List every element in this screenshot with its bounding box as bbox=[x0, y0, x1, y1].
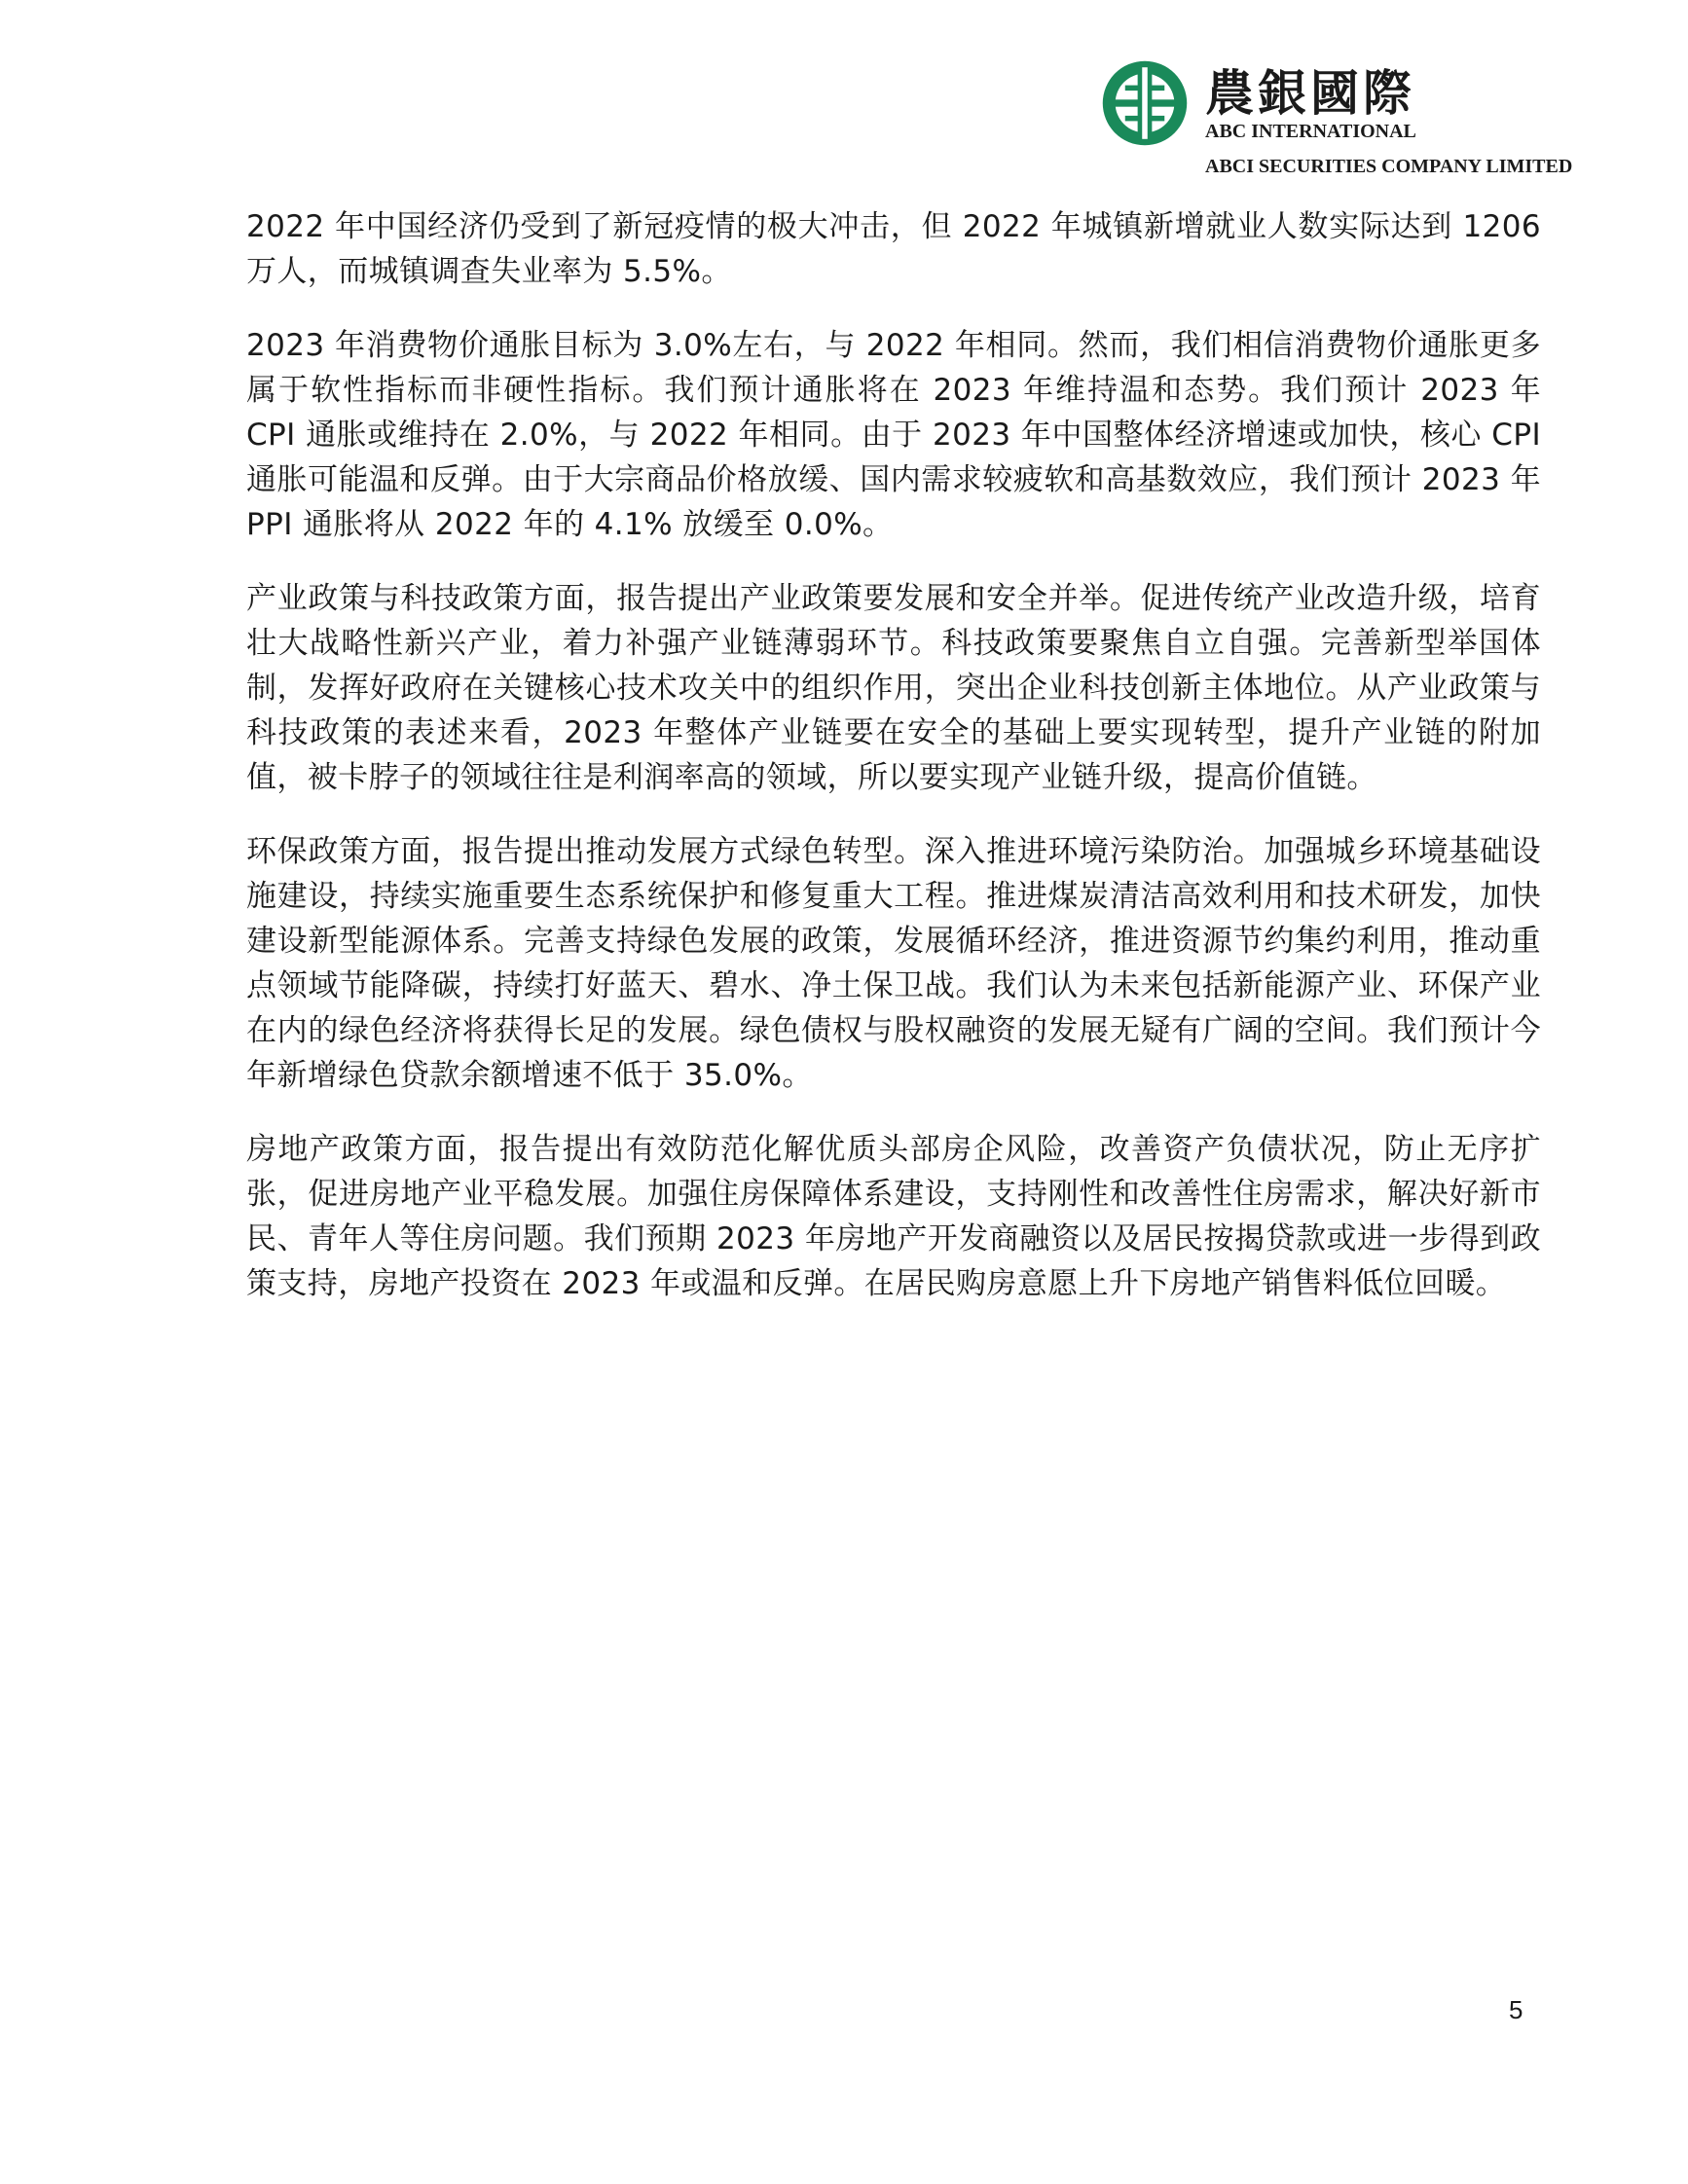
paragraph-inflation: 2023 年消费物价通胀目标为 3.0%左右，与 2022 年相同。然而，我们相信消费物价通胀更多属于软性指标而非硬性指标。我们预计通胀将在 2023 年维持温和态势。我们预计 2023 年 CPI 通胀或维持在 2.0%，与 2022 年相同。由于 2023 年中国整体经济增速或加快，核心 CPI 通胀可能温和反弹。由于大宗商品价格放缓、国内需求较疲软和高基数效应，我们预计 2023 年 PPI 通胀将从 2022 年的 4.1% 放缓至 0.0%。 bbox=[246, 328, 1541, 542]
abc-logo-icon bbox=[1100, 58, 1190, 148]
document-body bbox=[246, 204, 1541, 1335]
logo-chinese-name: 農銀國際 bbox=[1205, 64, 1415, 122]
paragraph-environment-policy: 环保政策方面，报告提出推动发展方式绿色转型。深入推进环境污染防治。加强城乡环境基础设施建设，持续实施重要生态系统保护和修复重大工程。推进煤炭清洁高效利用和技术研发，加快建设新型能源体系。完善支持绿色发展的政策，发展循环经济，推进资源节约集约利用，推动重点领域节能降碳，持续打好蓝天、碧水、净土保卫战。我们认为未来包括新能源产业、环保产业在内的绿色经济将获得长足的发展。绿色债权与股权融资的发展无疑有广阔的空间。我们预计今年新增绿色贷款余额增速不低于 35.0%。 bbox=[246, 834, 1541, 1093]
page-number: 5 bbox=[1509, 1995, 1523, 2024]
paragraph-industry-tech-policy: 产业政策与科技政策方面，报告提出产业政策要发展和安全并举。促进传统产业改造升级，培育壮大战略性新兴产业，着力补强产业链薄弱环节。科技政策要聚焦自立自强。完善新型举国体制，发挥好政府在关键核心技术攻关中的组织作用，突出企业科技创新主体地位。从产业政策与科技政策的表述来看，2023 年整体产业链要在安全的基础上要实现转型，提升产业链的附加值，被卡脖子的领域往往是利润率高的领域，所以要实现产业链升级，提高价值链。 bbox=[246, 581, 1541, 795]
header-logo bbox=[1100, 49, 1606, 185]
logo-english-name: ABC INTERNATIONAL bbox=[1205, 121, 1416, 142]
logo-company-name: ABCI SECURITIES COMPANY LIMITED bbox=[1205, 156, 1573, 177]
paragraph-employment: 2022 年中国经济仍受到了新冠疫情的极大冲击，但 2022 年城镇新增就业人数实际达到 1206 万人，而城镇调查失业率为 5.5%。 bbox=[246, 209, 1541, 289]
paragraph-property-policy: 房地产政策方面，报告提出有效防范化解优质头部房企风险，改善资产负债状况，防止无序扩张，促进房地产业平稳发展。加强住房保障体系建设，支持刚性和改善性住房需求，解决好新市民、青年人等住房问题。我们预期 2023 年房地产开发商融资以及居民按揭贷款或进一步得到政策支持，房地产投资在 2023 年或温和反弹。在居民购房意愿上升下房地产销售料低位回暖。 bbox=[246, 1132, 1541, 1301]
